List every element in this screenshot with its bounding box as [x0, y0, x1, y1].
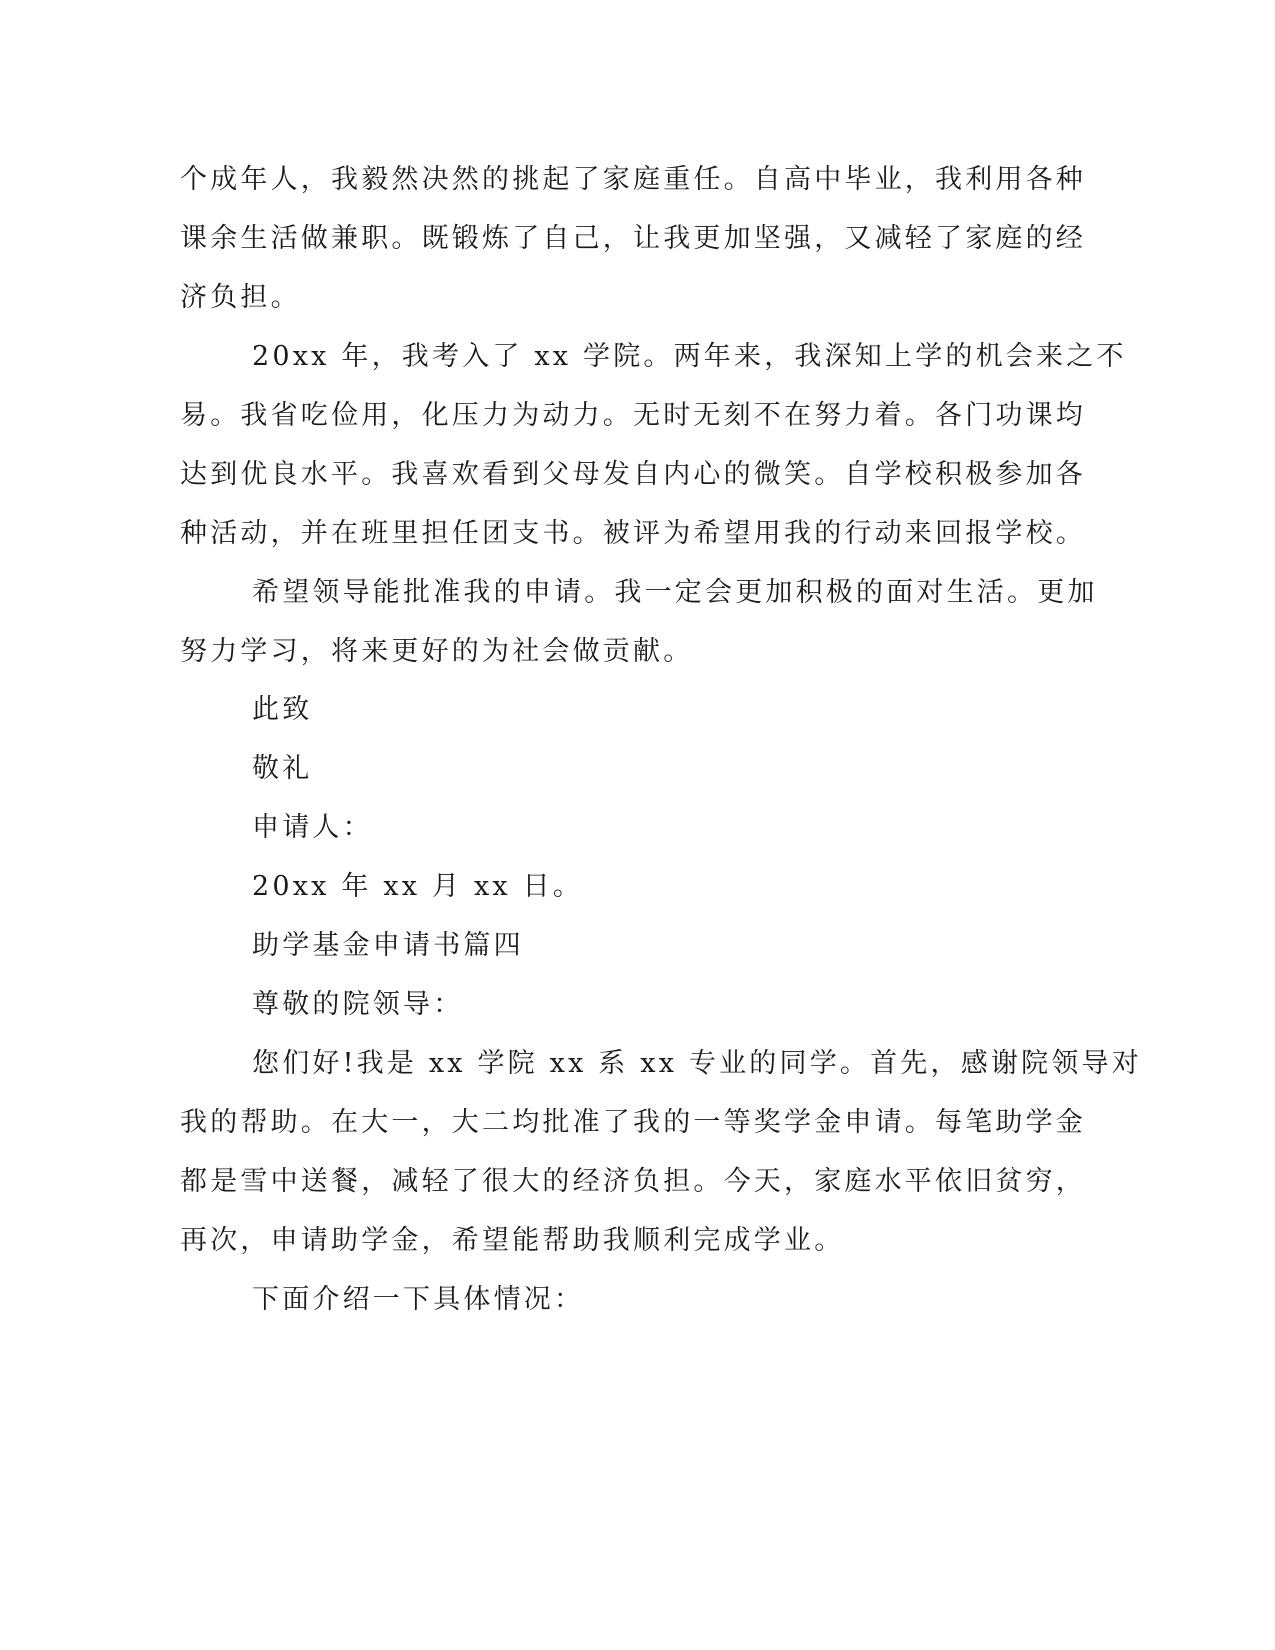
applicant-label: 申请人： [252, 812, 373, 843]
paragraph-start: 您们好!我是 xx 学院 xx 系 xx 专业的同学。首先，感谢院领导对 [252, 1048, 1142, 1079]
closing-salutation: 此致 [252, 694, 313, 725]
text-line: 个成年人，我毅然决然的挑起了家庭重任。自高中毕业，我利用各种 [180, 164, 1086, 195]
text-line: 种活动，并在班里担任团支书。被评为希望用我的行动来回报学校。 [180, 518, 1086, 549]
text-line: 都是雪中送餐，减轻了很大的经济负担。今天，家庭水平依旧贫穷， [180, 1166, 1086, 1197]
text-line: 努力学习，将来更好的为社会做贡献。 [180, 636, 694, 667]
paragraph-start: 下面介绍一下具体情况： [252, 1284, 585, 1315]
paragraph-start: 希望领导能批准我的申请。我一定会更加积极的面对生活。更加 [252, 577, 1098, 608]
text-line: 课余生活做兼职。既锻炼了自己，让我更加坚强，又减轻了家庭的经 [180, 223, 1086, 254]
section-title: 助学基金申请书篇四 [252, 930, 524, 961]
paragraph-start: 20xx 年，我考入了 xx 学院。两年来，我深知上学的机会来之不 [252, 341, 1127, 372]
text-line: 达到优良水平。我喜欢看到父母发自内心的微笑。自学校积极参加各 [180, 459, 1086, 490]
text-line: 再次，申请助学金，希望能帮助我顺利完成学业。 [180, 1225, 845, 1256]
text-line: 济负担。 [180, 282, 301, 313]
closing-regards: 敬礼 [252, 753, 313, 784]
greeting: 尊敬的院领导： [252, 989, 464, 1020]
date-line: 20xx 年 xx 月 xx 日。 [252, 871, 584, 902]
text-line: 我的帮助。在大一，大二均批准了我的一等奖学金申请。每笔助学金 [180, 1107, 1086, 1138]
text-line: 易。我省吃俭用，化压力为动力。无时无刻不在努力着。各门功课均 [180, 400, 1086, 431]
